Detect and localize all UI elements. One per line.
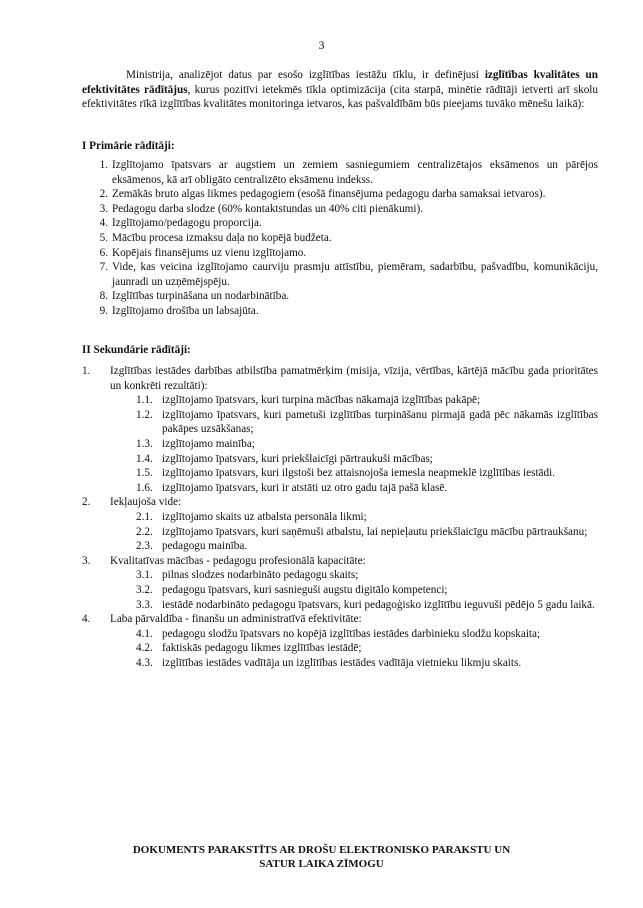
secondary-item bbox=[82, 364, 598, 393]
item-number: 9. bbox=[99, 304, 108, 317]
primary-heading: I Primārie rādītāji: bbox=[82, 140, 175, 152]
item-number: 5. bbox=[99, 231, 108, 244]
item-number: 3. bbox=[82, 554, 91, 567]
sublist bbox=[82, 627, 598, 671]
item-number: 4. bbox=[82, 613, 91, 626]
sub-item-number: 2.1. bbox=[136, 510, 153, 523]
item-text: Izglītojamo drošība un labsajūta. bbox=[112, 304, 259, 317]
sub-item-number: 1.4. bbox=[136, 452, 153, 465]
sublist bbox=[82, 510, 598, 554]
primary-item bbox=[82, 231, 598, 246]
sublist bbox=[82, 568, 598, 612]
sub-item bbox=[82, 408, 598, 437]
primary-item bbox=[82, 158, 598, 187]
item-text: Izglītojamo/pedagogu proporcija. bbox=[112, 217, 262, 230]
intro-text-end: , kurus pozitīvi ietekmēs tīkla optimizācija (cita starpā, minētie rādītāji ietverti arī skolu efektivitātes rīkā izglītības kvalitātes monitoringa ietvaros, kas pašvaldībām būs pieejams tuvāko mēnešu laikā): bbox=[82, 83, 599, 111]
sub-item-number: 3.3. bbox=[136, 598, 153, 611]
item-text: Laba pārvaldība - finanšu un administratīvā efektivitāte: bbox=[110, 613, 362, 626]
sub-item-text: izglītojamo skaits uz atbalsta personāla likmi; bbox=[162, 510, 367, 523]
sub-item bbox=[82, 466, 598, 481]
footer-line-2: SATUR LAIKA ZĪMOGU bbox=[259, 858, 384, 870]
sub-item-number: 4.3. bbox=[136, 656, 153, 669]
sub-item-text: pedagogu slodžu īpatsvars no kopējā izglītības iestādes darbinieku slodžu kopskaita; bbox=[162, 627, 541, 640]
sub-item bbox=[82, 568, 598, 583]
sub-item-text: izglītības iestādes vadītāja un izglītības iestādes vadītāja vietnieku likmju skaits. bbox=[162, 656, 522, 669]
primary-item bbox=[82, 216, 598, 231]
sub-item-number: 1.2. bbox=[136, 408, 153, 421]
item-number: 2. bbox=[82, 496, 91, 509]
sub-item-text: izglītojamo īpatsvars, kuri saņēmuši atbalstu, lai nepieļautu priekšlaicīgu mācību pārtraukšanu; bbox=[162, 525, 588, 538]
sub-item-text: pilnas slodzes nodarbināto pedagogu skaits; bbox=[162, 569, 359, 582]
sub-item bbox=[82, 452, 598, 467]
sub-item bbox=[82, 656, 598, 671]
sub-item-text: izglītojamo īpatsvars, kuri ir atstāti uz otro gadu tajā pašā klasē. bbox=[162, 481, 448, 494]
item-number: 1. bbox=[82, 365, 91, 377]
sub-item-text: izglītojamo īpatsvars, kuri priekšlaicīgi pārtraukuši mācības; bbox=[162, 452, 433, 465]
item-text: Iekļaujoša vide: bbox=[110, 496, 182, 509]
sub-item-number: 2.2. bbox=[136, 525, 153, 538]
sub-item-number: 1.5. bbox=[136, 467, 153, 480]
primary-item bbox=[82, 187, 598, 202]
page-number: 3 bbox=[318, 38, 325, 52]
primary-item bbox=[82, 202, 598, 217]
sub-item-text: iestādē nodarbināto pedagogu īpatsvars, kuri pedagoģisko izglītību ieguvuši pēdējo 5 gadu laikā. bbox=[162, 598, 595, 611]
item-text: Izglītības iestādes darbības atbilstība pamatmērķim (misija, vīzija, vērtības, kārtējā mācību gada prioritātes un konkrēti rezultāti): bbox=[110, 365, 598, 392]
sub-item-text: izglītojamo īpatsvars, kuri pametuši izglītības turpināšanu pirmajā gadā pēc nākamās izglītības pakāpes uzsākšanas; bbox=[162, 408, 598, 436]
sub-item bbox=[82, 583, 598, 598]
item-text: Pedagogu darba slodze (60% kontaktstundas un 40% citi pienākumi). bbox=[112, 202, 424, 215]
sub-item-number: 4.1. bbox=[136, 627, 153, 640]
item-text: Vide, kas veicina izglītojamo caurviju prasmju attīstību, piemēram, sadarbību, pašvadību, komunikāciju, jaunradi un uzņēmējspēju. bbox=[112, 261, 598, 288]
sub-item bbox=[82, 641, 598, 656]
item-number: 8. bbox=[99, 290, 108, 303]
intro-text-start: Ministrija, analizējot datus par esošo izglītības iestāžu tīklu, ir definējusi bbox=[126, 69, 485, 81]
primary-list bbox=[82, 158, 598, 319]
sub-item bbox=[82, 598, 598, 613]
item-number: 6. bbox=[99, 246, 108, 259]
sub-item-text: izglītojamo īpatsvars, kuri turpina mācības nākamajā izglītības pakāpē; bbox=[162, 394, 481, 407]
sub-item-text: pedagogu īpatsvars, kuri sasnieguši augstu digitālo kompetenci; bbox=[162, 583, 448, 596]
sub-item-text: izglītojamo mainība; bbox=[162, 437, 255, 450]
item-number: 7. bbox=[99, 261, 108, 274]
item-text: Kvalitatīvas mācības - pedagogu profesionālā kapacitāte: bbox=[110, 554, 366, 567]
sub-item bbox=[82, 393, 598, 408]
sub-item-text: izglītojamo īpatsvars, kuri ilgstoši bez attaisnojoša iemesla neapmeklē izglītības iestādi. bbox=[162, 467, 556, 480]
sub-item bbox=[82, 627, 598, 642]
secondary-item bbox=[82, 554, 598, 569]
sublist bbox=[82, 393, 598, 495]
item-text: Mācību procesa izmaksu daļa no kopējā budžeta. bbox=[112, 231, 332, 244]
sub-item-number: 3.2. bbox=[136, 583, 153, 596]
item-number: 1. bbox=[99, 159, 108, 171]
sub-item-number: 1.6. bbox=[136, 481, 153, 494]
sub-item-number: 4.2. bbox=[136, 642, 153, 655]
sub-item-text: faktiskās pedagogu likmes izglītības iestādē; bbox=[162, 642, 362, 655]
footer-line-1: DOKUMENTS PARAKSTĪTS AR DROŠU ELEKTRONISKO PARAKSTU UN bbox=[132, 844, 511, 856]
sub-item-number: 1.1. bbox=[136, 394, 153, 407]
item-number: 3. bbox=[99, 202, 108, 215]
sub-item bbox=[82, 539, 598, 554]
secondary-item bbox=[82, 495, 598, 510]
item-number: 4. bbox=[99, 217, 108, 230]
secondary-heading: II Sekundārie rādītāji: bbox=[82, 344, 191, 356]
item-text: Izglītojamo īpatsvars ar augstiem un zemiem sasniegumiem centralizētajos eksāmenos un pārējos eksāmenos, kā arī obligāto centralizēto eksāmenu indekss. bbox=[112, 159, 598, 186]
intro-bold-term: izglītības kvalitātes un efektivitātes rādītājus bbox=[82, 69, 598, 96]
sub-item-number: 2.3. bbox=[136, 540, 153, 553]
primary-item bbox=[82, 246, 598, 261]
sub-item-text: pedagogu mainība. bbox=[162, 540, 248, 553]
item-text: Kopējais finansējums uz vienu izglītojamo. bbox=[112, 246, 307, 259]
item-number: 2. bbox=[99, 188, 108, 201]
sub-item bbox=[82, 481, 598, 496]
primary-item bbox=[82, 289, 598, 304]
signature-notice-footer bbox=[0, 843, 643, 871]
primary-item bbox=[82, 260, 598, 289]
item-text: Zemākās bruto algas likmes pedagogiem (esošā finansējuma pedagogu darba samaksai ietvaros). bbox=[112, 188, 546, 201]
item-text: Izglītības turpināšana un nodarbinātība. bbox=[112, 290, 290, 303]
sub-item bbox=[82, 525, 598, 540]
sub-item-number: 1.3. bbox=[136, 437, 153, 450]
sub-item-number: 3.1. bbox=[136, 569, 153, 582]
secondary-item bbox=[82, 612, 598, 627]
sub-item bbox=[82, 510, 598, 525]
primary-item bbox=[82, 304, 598, 319]
intro-paragraph bbox=[82, 68, 598, 112]
secondary-list bbox=[82, 364, 598, 670]
sub-item bbox=[82, 437, 598, 452]
